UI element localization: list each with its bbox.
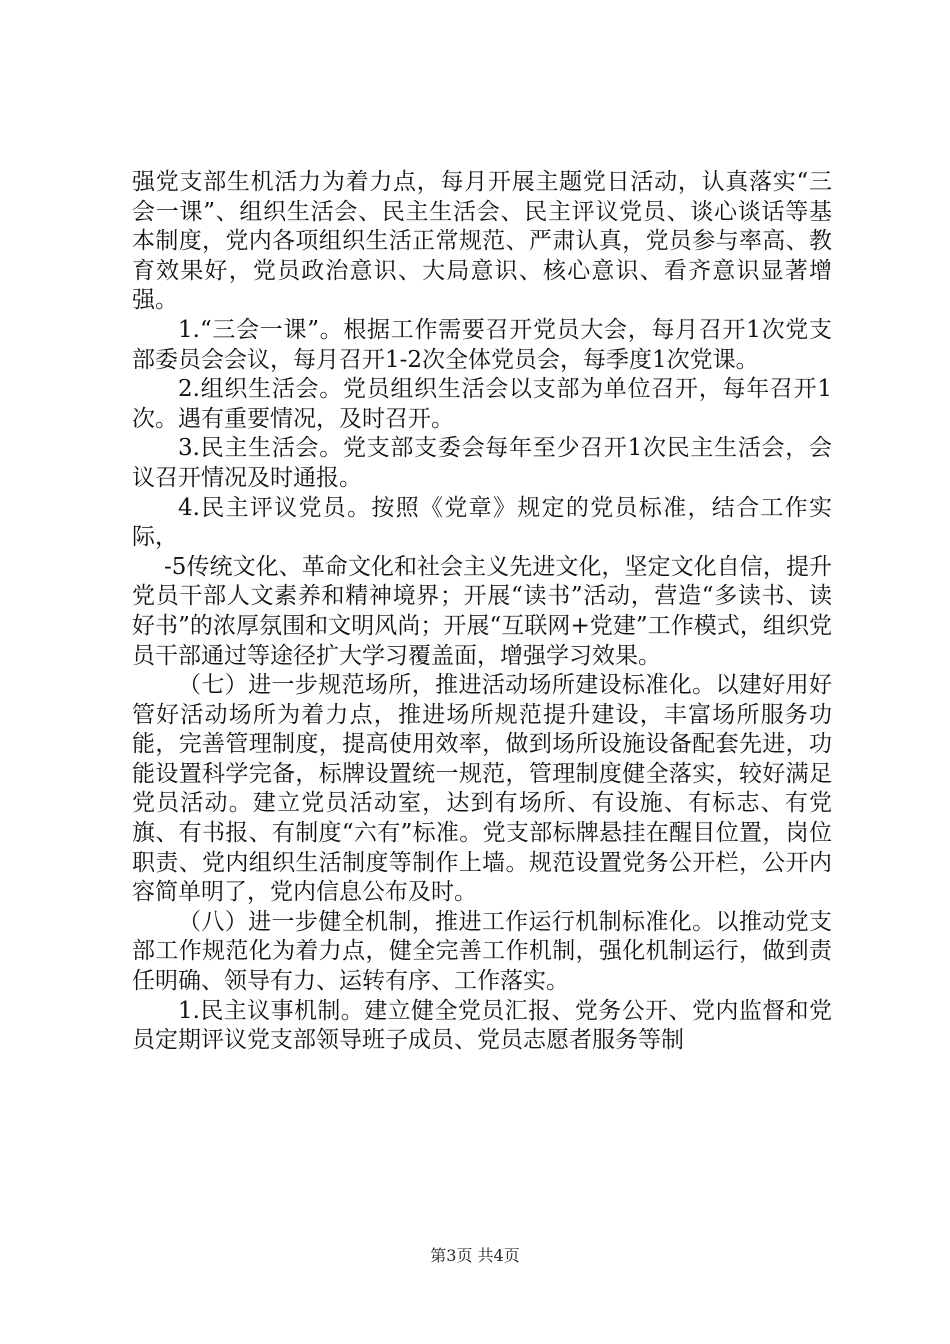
paragraph-1: 强党支部生机活力为着力点，每月开展主题党日活动，认真落实“三会一课”、组织生活会、民主生活会、民主评议党员、谈心谈话等基本制度，党内各项组织生活正常规范、严肃认真，党员参与率高、教育效果好，党员政治意识、大局意识、核心意识、看齐意识显著增强。 (132, 169, 832, 314)
page-footer: 第3页 共4页 (430, 1246, 520, 1265)
paragraph-6: -5传统文化、革命文化和社会主义先进文化，坚定文化自信，提升党员干部人文素养和精神境界；开展“读书”活动，营造“多读书、读好书”的浓厚氛围和文明风尚；开展“互联网+党建”工作模式，组织党员干部通过等途径扩大学习覆盖面，增强学习效果。 (132, 553, 832, 669)
paragraph-5: 4.民主评议党员。按照《党章》规定的党员标准，结合工作实际， (132, 494, 832, 551)
paragraph-3: 2.组织生活会。党员组织生活会以支部为单位召开，每年召开1次。遇有重要情况，及时召开。 (132, 376, 832, 432)
paragraph-9: 1.民主议事机制。建立健全党员汇报、党务公开、党内监督和党员定期评议党支部领导班子成员、党员志愿者服务等制 (132, 997, 832, 1054)
paragraph-7: （七）进一步规范场所，推进活动场所建设标准化。以建好用好管好活动场所为着力点，推进场所规范提升建设，丰富场所服务功能，完善管理制度，提高使用效率，做到场所设施设备配套先进，功能设置科学完备，标牌设置统一规范，管理制度健全落实，较好满足党员活动。建立党员活动室，达到有场所、有设施、有标志、有党旗、有书报、有制度“六有”标准。党支部标牌悬挂在醒目位置，岗位职责、党内组织生活制度等制作上墙。规范设置党务公开栏，公开内容简单明了，党内信息公布及时。 (132, 672, 832, 906)
paragraph-2: 1.“三会一课”。根据工作需要召开党员大会，每月召开1次党支部委员会会议，每月召开1-2次全体党员会，每季度1次党课。 (132, 316, 832, 373)
paragraph-4: 3.民主生活会。党支部支委会每年至少召开1次民主生活会，会议召开情况及时通报。 (132, 435, 832, 491)
paragraph-8: （八）进一步健全机制，推进工作运行机制标准化。以推动党支部工作规范化为着力点，健全完善工作机制，强化机制运行，做到责任明确、领导有力、运转有序、工作落实。 (132, 908, 832, 995)
document-body (132, 168, 832, 1056)
